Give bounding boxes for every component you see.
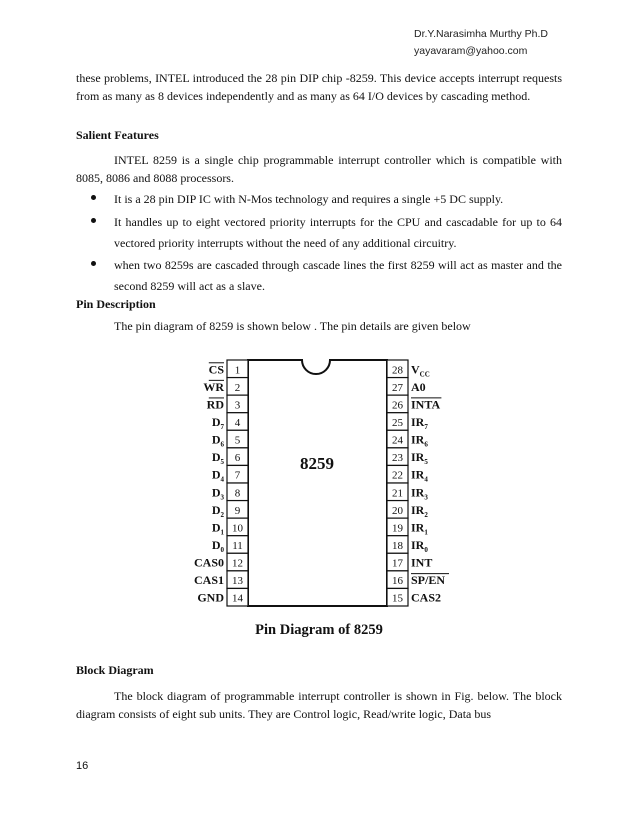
pin-diagram — [0, 350, 638, 610]
bullet-text: It handles up to eight vectored priority interrupts for the CPU and cascadable for up to 64 vectored priority interrupts without the need of any additional circuitry. — [114, 215, 562, 250]
figure-caption: Pin Diagram of 8259 — [255, 622, 383, 638]
pin-number: 3 — [234, 399, 241, 412]
pin-label: CAS0 — [193, 555, 224, 570]
pin-number: 12 — [232, 557, 243, 570]
pin-number: 14 — [232, 592, 243, 605]
pin-label: $D_4$ — [211, 467, 224, 484]
pin-label: $D_3$ — [211, 485, 224, 502]
pin-label: $IR_5$ — [411, 450, 428, 467]
pin-label: CAS1 — [193, 573, 224, 588]
pin-label: $D_7$ — [211, 415, 224, 431]
pin-number: 7 — [234, 469, 241, 482]
pin-number: 11 — [232, 540, 243, 552]
pin-number: 28 — [392, 364, 403, 377]
pin-label: INT — [411, 555, 433, 570]
bullet-dot-icon — [91, 195, 96, 200]
pin-number: 4 — [234, 417, 241, 429]
header-author: Dr.Y.Narasimha Murthy Ph.D — [414, 28, 549, 40]
chip-label: 8259 — [300, 454, 334, 473]
pin-label: $IR_3$ — [411, 485, 428, 502]
bullet-item — [91, 212, 562, 254]
pin-description-heading: Pin Description — [76, 297, 156, 311]
chip-body — [248, 360, 387, 606]
pin-label: $V_{CC}$ — [411, 362, 430, 379]
pin-number: 6 — [234, 452, 241, 465]
pin-number: 16 — [392, 575, 403, 588]
pin-number: 20 — [392, 504, 403, 517]
bullet-text: when two 8259s are cascaded through cascade lines the first 8259 will act as master and the second 8259 will act as a slave. — [114, 258, 562, 293]
pin-number: 2 — [234, 381, 241, 394]
pin-number: 5 — [234, 434, 241, 447]
pin-label: $D_5$ — [211, 450, 224, 467]
pin-label: A0 — [411, 379, 426, 394]
block-diagram-heading: Block Diagram — [76, 663, 154, 677]
pin-label: $IR_6$ — [411, 432, 428, 449]
salient-features-heading: Salient Features — [76, 128, 159, 142]
pin-label: $IR_0$ — [411, 538, 428, 554]
pin-label: SP/EN — [411, 573, 446, 588]
pin-number: 10 — [232, 522, 243, 535]
salient-features-paragraph: INTEL 8259 is a single chip programmable interrupt controller which is compatible with 8085, 8086 and 8088 processors. — [76, 153, 562, 185]
page-header — [414, 26, 548, 60]
pin-label: $IR_2$ — [411, 502, 428, 519]
pin-label: CAS2 — [411, 590, 442, 605]
bullet-dot-icon — [91, 261, 96, 266]
pin-number: 15 — [392, 592, 403, 605]
bullet-item — [91, 255, 562, 297]
pin-number: 25 — [392, 417, 403, 429]
pin-number: 21 — [392, 487, 403, 500]
pin-label: WR — [203, 379, 224, 394]
pin-label: $D_1$ — [211, 520, 224, 537]
pin-description-paragraph: The pin diagram of 8259 is shown below . The pin details are given below — [114, 319, 471, 333]
pin-number: 23 — [392, 452, 403, 465]
pin-number: 13 — [232, 575, 243, 588]
page-number: 16 — [76, 760, 89, 772]
pin-label: $IR_7$ — [411, 415, 428, 431]
pin-label: $IR_1$ — [411, 520, 428, 537]
pin-number: 27 — [392, 381, 403, 394]
header-email: yayavaram@yahoo.com — [414, 45, 528, 57]
pin-number: 9 — [234, 504, 241, 517]
pin-label: $D_0$ — [211, 538, 224, 554]
pin-number: 17 — [392, 557, 403, 570]
pin-number: 26 — [392, 399, 403, 412]
pin-number: 18 — [392, 540, 403, 552]
bullet-dot-icon — [91, 218, 96, 223]
pin-label: INTA — [411, 397, 441, 412]
pin-number: 19 — [392, 522, 403, 535]
pin-number: 22 — [392, 469, 403, 482]
pin-label: CS — [208, 362, 224, 377]
pin-number: 24 — [392, 434, 403, 447]
bullet-item — [91, 189, 562, 210]
bullet-text: It is a 28 pin DIP IC with N-Mos technology and requires a single +5 DC supply. — [114, 192, 504, 206]
block-diagram-paragraph: The block diagram of programmable interrupt controller is shown in Fig. below. The block diagram consists of eight sub units. They are Control logic, Read/write logic, Data bus — [76, 689, 562, 721]
pin-label: RD — [206, 397, 224, 412]
pin-number: 1 — [234, 364, 241, 377]
pin-number: 8 — [234, 487, 241, 500]
pin-label: $D_6$ — [211, 432, 224, 449]
pin-label: $IR_4$ — [411, 467, 428, 484]
intro-paragraph: these problems, INTEL introduced the 28 pin DIP chip -8259. This device accepts interrupt requests from as many as 8 devices independently and as many as 64 I/O devices by cascading method. — [76, 71, 562, 103]
pin-label: $D_2$ — [211, 502, 224, 519]
pin-label: GND — [197, 590, 224, 605]
